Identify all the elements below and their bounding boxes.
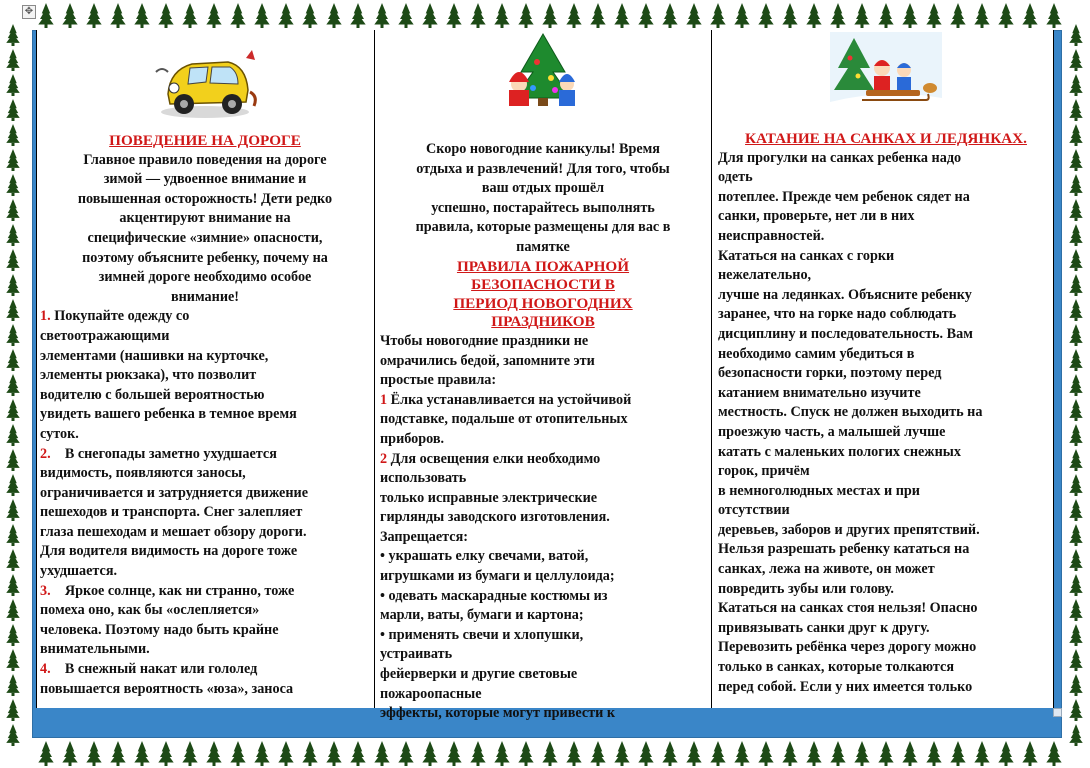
road-rule-line: повышается вероятность «юза», заноса bbox=[40, 680, 294, 697]
sledding-line: привязывать санки друг к другу. bbox=[718, 619, 930, 636]
border-tree-icon bbox=[6, 399, 20, 421]
border-tree-icon bbox=[6, 149, 20, 171]
border-tree-icon bbox=[950, 3, 965, 28]
border-tree-icon bbox=[158, 3, 173, 28]
road-intro bbox=[40, 151, 370, 308]
border-tree-icon bbox=[206, 3, 221, 28]
item-number: 4. bbox=[40, 661, 51, 678]
fire-intro-line: ваш отдых прошёл bbox=[481, 180, 605, 197]
border-tree-icon bbox=[350, 3, 365, 28]
border-tree-icon bbox=[1069, 349, 1083, 371]
border-tree-icon bbox=[398, 3, 413, 28]
border-tree-icon bbox=[206, 741, 221, 766]
border-tree-icon bbox=[1069, 249, 1083, 271]
border-tree-icon bbox=[974, 3, 989, 28]
border-tree-icon bbox=[6, 624, 20, 646]
border-tree-icon bbox=[6, 249, 20, 271]
border-tree-icon bbox=[62, 3, 77, 28]
border-tree-icon bbox=[6, 649, 20, 671]
border-tree-icon bbox=[158, 741, 173, 766]
border-tree-icon bbox=[1069, 724, 1083, 746]
border-tree-icon bbox=[902, 3, 917, 28]
road-rule-line: внимательными. bbox=[40, 641, 150, 658]
border-tree-icon bbox=[278, 3, 293, 28]
road-rule-line: элементы рюкзака), что позволит bbox=[40, 367, 257, 384]
sledding-heading: КАТАНИЕ НА САНКАХ И ЛЕДЯНКАХ. bbox=[745, 130, 1027, 147]
border-tree-icon bbox=[1069, 49, 1083, 71]
road-intro-line: поэтому объясните ребенку, почему на bbox=[82, 249, 328, 266]
border-tree-icon bbox=[614, 741, 629, 766]
item-text: Покупайте одежду со bbox=[50, 308, 190, 325]
sledding-line: необходимо самим убедиться в bbox=[718, 345, 915, 362]
border-tree-icon bbox=[734, 741, 749, 766]
item-number: 3. bbox=[40, 582, 51, 599]
fire-rule-line: гирлянды заводского изготовления. bbox=[380, 509, 610, 526]
fire-forbidden-line: Запрещается: bbox=[380, 528, 468, 545]
fire-heading-line: ПРАЗДНИКОВ bbox=[491, 313, 595, 331]
border-tree-icon bbox=[590, 3, 605, 28]
road-rule-line: элементами (нашивки на курточке, bbox=[40, 347, 269, 364]
border-tree-icon bbox=[302, 3, 317, 28]
road-heading: ПОВЕДЕНИЕ НА ДОРОГЕ bbox=[109, 132, 301, 149]
fire-intro bbox=[380, 140, 706, 258]
border-tree-icon bbox=[662, 3, 677, 28]
border-tree-icon bbox=[854, 741, 869, 766]
border-tree-icon bbox=[6, 499, 20, 521]
sledding-line: горок, причём bbox=[718, 463, 810, 480]
border-tree-icon bbox=[374, 3, 389, 28]
border-tree-icon bbox=[1069, 449, 1083, 471]
sledding-line: Кататься на санках стоя нельзя! Опасно bbox=[718, 600, 978, 617]
fire-intro-line: успешно, постарайтесь выполнять bbox=[431, 199, 655, 216]
border-tree-icon bbox=[806, 3, 821, 28]
road-rule-line: водителю с большей вероятностью bbox=[40, 386, 265, 403]
border-tree-icon bbox=[686, 3, 701, 28]
border-tree-icon bbox=[1069, 174, 1083, 196]
road-rule-line: увидеть вашего ребенка в темное время bbox=[40, 406, 297, 423]
cartoon-car-icon bbox=[150, 32, 260, 124]
fire-forbidden-line: • применять свечи и хлопушки, bbox=[380, 626, 584, 643]
border-tree-icon bbox=[686, 741, 701, 766]
border-tree-icon bbox=[6, 99, 20, 121]
sledding-line: проезжую часть, а малышей лучше bbox=[718, 423, 946, 440]
border-tree-icon bbox=[1069, 324, 1083, 346]
border-tree-icon bbox=[1069, 149, 1083, 171]
border-tree-icon bbox=[1069, 649, 1083, 671]
border-tree-icon bbox=[974, 741, 989, 766]
border-tree-icon bbox=[86, 741, 101, 766]
sledding-line: отсутствии bbox=[718, 502, 790, 519]
road-intro-line: зимой — удвоенное внимание и bbox=[103, 171, 307, 188]
road-intro-line: зимней дороге необходимо особое bbox=[98, 269, 312, 286]
fire-heading-line: ПРАВИЛА ПОЖАРНОЙ bbox=[456, 257, 630, 275]
border-tree-icon bbox=[6, 299, 20, 321]
fire-forbidden-line: игрушками из бумаги и целлулоида; bbox=[380, 568, 615, 585]
border-tree-icon bbox=[62, 741, 77, 766]
border-tree-icon bbox=[470, 741, 485, 766]
border-tree-icon bbox=[1069, 199, 1083, 221]
border-tree-icon bbox=[86, 3, 101, 28]
border-tree-icon bbox=[6, 599, 20, 621]
fire-lead-line: Чтобы новогодние праздники не bbox=[380, 332, 589, 349]
road-intro-line: внимание! bbox=[170, 288, 240, 305]
item-text: Ёлка устанавливается на устойчивой bbox=[387, 391, 632, 408]
fire-lead bbox=[380, 332, 706, 391]
tree-border-right bbox=[1062, 0, 1090, 768]
fire-forbidden-list bbox=[380, 528, 706, 724]
border-tree-icon bbox=[1069, 274, 1083, 296]
sledding-line: местность. Спуск не должен выходить на bbox=[718, 404, 983, 421]
sledding-line: катанием внимательно изучите bbox=[718, 384, 921, 401]
fire-lead-line: простые правила: bbox=[380, 372, 497, 389]
sledding-line: в немноголюдных местах и при bbox=[718, 482, 920, 499]
border-tree-icon bbox=[638, 3, 653, 28]
border-tree-icon bbox=[398, 741, 413, 766]
border-tree-icon bbox=[6, 49, 20, 71]
border-tree-icon bbox=[758, 3, 773, 28]
border-tree-icon bbox=[230, 3, 245, 28]
border-tree-icon bbox=[422, 741, 437, 766]
fire-forbidden-line: марли, ваты, бумаги и картона; bbox=[380, 607, 584, 624]
border-tree-icon bbox=[6, 124, 20, 146]
item-text: В снегопады заметно ухудшается bbox=[50, 445, 277, 462]
border-tree-icon bbox=[110, 741, 125, 766]
road-rule bbox=[40, 582, 370, 602]
border-tree-icon bbox=[326, 3, 341, 28]
sledding-line: заранее, что на горке надо соблюдать bbox=[718, 306, 957, 323]
border-tree-icon bbox=[6, 474, 20, 496]
road-rules-list bbox=[40, 307, 370, 699]
sledding-line: безопасности горки, поэтому перед bbox=[718, 365, 942, 382]
fire-forbidden-line: • украшать елку свечами, ватой, bbox=[380, 548, 589, 565]
border-tree-icon bbox=[614, 3, 629, 28]
border-tree-icon bbox=[590, 741, 605, 766]
border-tree-icon bbox=[662, 741, 677, 766]
border-tree-icon bbox=[182, 741, 197, 766]
border-tree-icon bbox=[1069, 424, 1083, 446]
border-tree-icon bbox=[1069, 624, 1083, 646]
border-tree-icon bbox=[926, 3, 941, 28]
column-fire-safety bbox=[380, 32, 706, 722]
fire-rule-line: только исправные электрические bbox=[380, 489, 598, 506]
border-tree-icon bbox=[494, 3, 509, 28]
border-tree-icon bbox=[1069, 524, 1083, 546]
road-rule bbox=[40, 307, 370, 327]
border-tree-icon bbox=[6, 524, 20, 546]
border-tree-icon bbox=[6, 449, 20, 471]
sledding-line: нежелательно, bbox=[718, 267, 812, 284]
border-tree-icon bbox=[1069, 99, 1083, 121]
border-tree-icon bbox=[1069, 549, 1083, 571]
border-tree-icon bbox=[758, 741, 773, 766]
road-rule-line: человека. Поэтому надо быть крайне bbox=[40, 621, 279, 638]
border-tree-icon bbox=[1069, 74, 1083, 96]
tree-border-left bbox=[0, 0, 30, 768]
sledding-line: потеплее. Прежде чем ребенок сядет на bbox=[718, 188, 970, 205]
sledding-line: Кататься на санках с горки bbox=[718, 247, 895, 264]
column-sledding bbox=[718, 32, 1054, 706]
fire-forbidden-line: эффекты, которые могут привести к bbox=[380, 705, 616, 722]
border-tree-icon bbox=[422, 3, 437, 28]
item-number: 2. bbox=[40, 445, 51, 462]
border-tree-icon bbox=[6, 724, 20, 746]
border-tree-icon bbox=[6, 374, 20, 396]
road-rule-line: видимость, появляются заносы, bbox=[40, 465, 246, 482]
border-tree-icon bbox=[1022, 741, 1037, 766]
road-intro-line: специфические «зимние» опасности, bbox=[87, 229, 323, 246]
fire-rule-line: приборов. bbox=[380, 430, 445, 447]
border-tree-icon bbox=[446, 741, 461, 766]
border-tree-icon bbox=[6, 349, 20, 371]
sledding-line: одеть bbox=[718, 169, 753, 186]
border-tree-icon bbox=[6, 574, 20, 596]
sledding-line: только в санках, которые толкаются bbox=[718, 659, 955, 676]
border-tree-icon bbox=[302, 741, 317, 766]
border-tree-icon bbox=[998, 741, 1013, 766]
border-tree-icon bbox=[278, 741, 293, 766]
resize-grip-icon[interactable] bbox=[1053, 708, 1062, 717]
border-tree-icon bbox=[6, 74, 20, 96]
sledding-line: неисправностей. bbox=[718, 227, 825, 244]
border-tree-icon bbox=[638, 741, 653, 766]
sledding-line: Нельзя разрешать ребенку кататься на bbox=[718, 541, 970, 558]
fire-heading-line: ПЕРИОД НОВОГОДНИХ bbox=[453, 294, 633, 312]
road-intro-line: повышенная осторожность! Дети редко bbox=[77, 190, 333, 207]
border-tree-icon bbox=[1069, 499, 1083, 521]
fire-forbidden-line: устраивать bbox=[380, 646, 453, 663]
border-tree-icon bbox=[518, 3, 533, 28]
border-tree-icon bbox=[854, 3, 869, 28]
border-tree-icon bbox=[326, 741, 341, 766]
tree-border-bottom bbox=[0, 738, 1090, 768]
sledding-line: деревьев, заборов и других препятствий. bbox=[718, 521, 980, 538]
border-tree-icon bbox=[6, 674, 20, 696]
border-tree-icon bbox=[878, 3, 893, 28]
border-tree-icon bbox=[950, 741, 965, 766]
border-tree-icon bbox=[1069, 574, 1083, 596]
border-tree-icon bbox=[1069, 124, 1083, 146]
border-tree-icon bbox=[878, 741, 893, 766]
road-rule-line: ухудшается. bbox=[40, 563, 118, 580]
border-tree-icon bbox=[6, 24, 20, 46]
border-tree-icon bbox=[1046, 3, 1061, 28]
road-rule-line: Для водителя видимость на дороге тоже bbox=[40, 543, 298, 560]
road-rule-line: пешеходов и транспорта. Снег залепляет bbox=[40, 504, 303, 521]
border-tree-icon bbox=[1069, 299, 1083, 321]
road-rule bbox=[40, 660, 370, 680]
border-tree-icon bbox=[230, 741, 245, 766]
fire-rule-2 bbox=[380, 450, 706, 528]
border-tree-icon bbox=[1069, 699, 1083, 721]
road-rule-line: светоотражающими bbox=[40, 327, 170, 344]
sledding-line: лучше на ледянках. Объясните ребенку bbox=[718, 286, 972, 303]
sledding-line: перед собой. Если у них имеется только bbox=[718, 678, 973, 695]
fire-rule-line: использовать bbox=[380, 470, 467, 487]
sledding-text bbox=[718, 149, 1054, 698]
fire-intro-line: Скоро новогодние каникулы! Время bbox=[426, 141, 660, 157]
border-tree-icon bbox=[6, 224, 20, 246]
border-tree-icon bbox=[566, 3, 581, 28]
column-divider bbox=[711, 30, 712, 708]
move-handle-icon[interactable]: ✥ bbox=[22, 5, 36, 19]
border-tree-icon bbox=[374, 741, 389, 766]
border-tree-icon bbox=[1069, 374, 1083, 396]
sledding-line: дисциплину и последовательность. Вам bbox=[718, 325, 973, 342]
border-tree-icon bbox=[1069, 399, 1083, 421]
border-tree-icon bbox=[134, 3, 149, 28]
border-tree-icon bbox=[6, 324, 20, 346]
border-tree-icon bbox=[134, 741, 149, 766]
border-tree-icon bbox=[1046, 741, 1061, 766]
fire-heading bbox=[380, 258, 706, 332]
fire-lead-line: омрачились бедой, запомните эти bbox=[380, 352, 595, 369]
sledding-line: санках, лежа на животе, он может bbox=[718, 561, 935, 578]
tree-border-top bbox=[0, 0, 1090, 30]
border-tree-icon bbox=[470, 3, 485, 28]
item-number: 1 bbox=[380, 391, 388, 408]
border-tree-icon bbox=[182, 3, 197, 28]
fire-rule bbox=[380, 391, 706, 411]
border-tree-icon bbox=[1069, 674, 1083, 696]
fire-intro-line: правила, которые размещены для вас в bbox=[415, 219, 671, 236]
fire-heading-line: БЕЗОПАСНОСТИ В bbox=[471, 276, 615, 294]
border-tree-icon bbox=[902, 741, 917, 766]
border-tree-icon bbox=[710, 3, 725, 28]
border-tree-icon bbox=[38, 741, 53, 766]
border-tree-icon bbox=[542, 3, 557, 28]
fire-rule bbox=[380, 450, 706, 470]
sledding-line: Для прогулки на санках ребенка надо bbox=[718, 149, 962, 166]
border-tree-icon bbox=[830, 3, 845, 28]
border-tree-icon bbox=[38, 3, 53, 28]
road-intro-line: акцентируют внимание на bbox=[119, 210, 291, 227]
item-text: В снежный накат или гололед bbox=[50, 661, 258, 678]
road-rule bbox=[40, 445, 370, 465]
sledding-line: Перевозить ребёнка через дорогу можно bbox=[718, 639, 977, 656]
border-tree-icon bbox=[254, 741, 269, 766]
border-tree-icon bbox=[806, 741, 821, 766]
border-tree-icon bbox=[6, 174, 20, 196]
fire-forbidden-line: пожароопасные bbox=[380, 685, 482, 702]
border-tree-icon bbox=[6, 199, 20, 221]
item-text: Для освещения елки необходимо bbox=[387, 450, 601, 467]
border-tree-icon bbox=[830, 741, 845, 766]
border-tree-icon bbox=[518, 741, 533, 766]
border-tree-icon bbox=[494, 741, 509, 766]
border-tree-icon bbox=[710, 741, 725, 766]
sledding-line: санки, проверьте, нет ли в них bbox=[718, 208, 915, 225]
fire-rule-1 bbox=[380, 391, 706, 450]
column-divider bbox=[374, 30, 375, 708]
border-tree-icon bbox=[1069, 224, 1083, 246]
border-tree-icon bbox=[6, 549, 20, 571]
border-tree-icon bbox=[782, 3, 797, 28]
sledding-line: катать с маленьких пологих снежных bbox=[718, 443, 961, 460]
border-tree-icon bbox=[6, 274, 20, 296]
border-tree-icon bbox=[1022, 3, 1037, 28]
border-tree-icon bbox=[998, 3, 1013, 28]
border-tree-icon bbox=[6, 699, 20, 721]
border-tree-icon bbox=[734, 3, 749, 28]
border-tree-icon bbox=[542, 741, 557, 766]
border-tree-icon bbox=[926, 741, 941, 766]
item-number: 1. bbox=[40, 308, 51, 325]
fire-rule-line: подставке, подальше от отопительных bbox=[380, 411, 628, 428]
border-tree-icon bbox=[446, 3, 461, 28]
item-text: Яркое солнце, как ни странно, тоже bbox=[50, 582, 295, 599]
item-number: 2 bbox=[380, 450, 388, 467]
sledding-line: повредить зубы или голову. bbox=[718, 580, 894, 597]
fire-intro-line: памятке bbox=[516, 238, 570, 255]
border-tree-icon bbox=[254, 3, 269, 28]
children-sledding-icon bbox=[830, 32, 942, 116]
border-tree-icon bbox=[1069, 24, 1083, 46]
fire-intro-line: отдыха и развлечений! Для того, чтобы bbox=[416, 160, 670, 177]
road-intro-line: Главное правило поведения на дороге bbox=[83, 151, 327, 168]
border-tree-icon bbox=[566, 741, 581, 766]
santa-christmas-tree-icon bbox=[503, 32, 583, 110]
border-tree-icon bbox=[110, 3, 125, 28]
border-tree-icon bbox=[1069, 599, 1083, 621]
road-rule-line: помеха оно, как бы «ослепляется» bbox=[40, 602, 260, 619]
fire-forbidden-line: • одевать маскарадные костюмы из bbox=[380, 587, 608, 604]
road-rule-line: суток. bbox=[40, 425, 79, 442]
fire-forbidden-line: фейерверки и другие световые bbox=[380, 666, 578, 683]
border-tree-icon bbox=[350, 741, 365, 766]
border-tree-icon bbox=[6, 424, 20, 446]
road-rule-line: глаза пешеходам и мешает обзору дороги. bbox=[40, 523, 307, 540]
border-tree-icon bbox=[1069, 474, 1083, 496]
road-rule-line: ограничивается и затрудняется движение bbox=[40, 484, 308, 501]
border-tree-icon bbox=[782, 741, 797, 766]
column-road-safety bbox=[40, 32, 370, 706]
